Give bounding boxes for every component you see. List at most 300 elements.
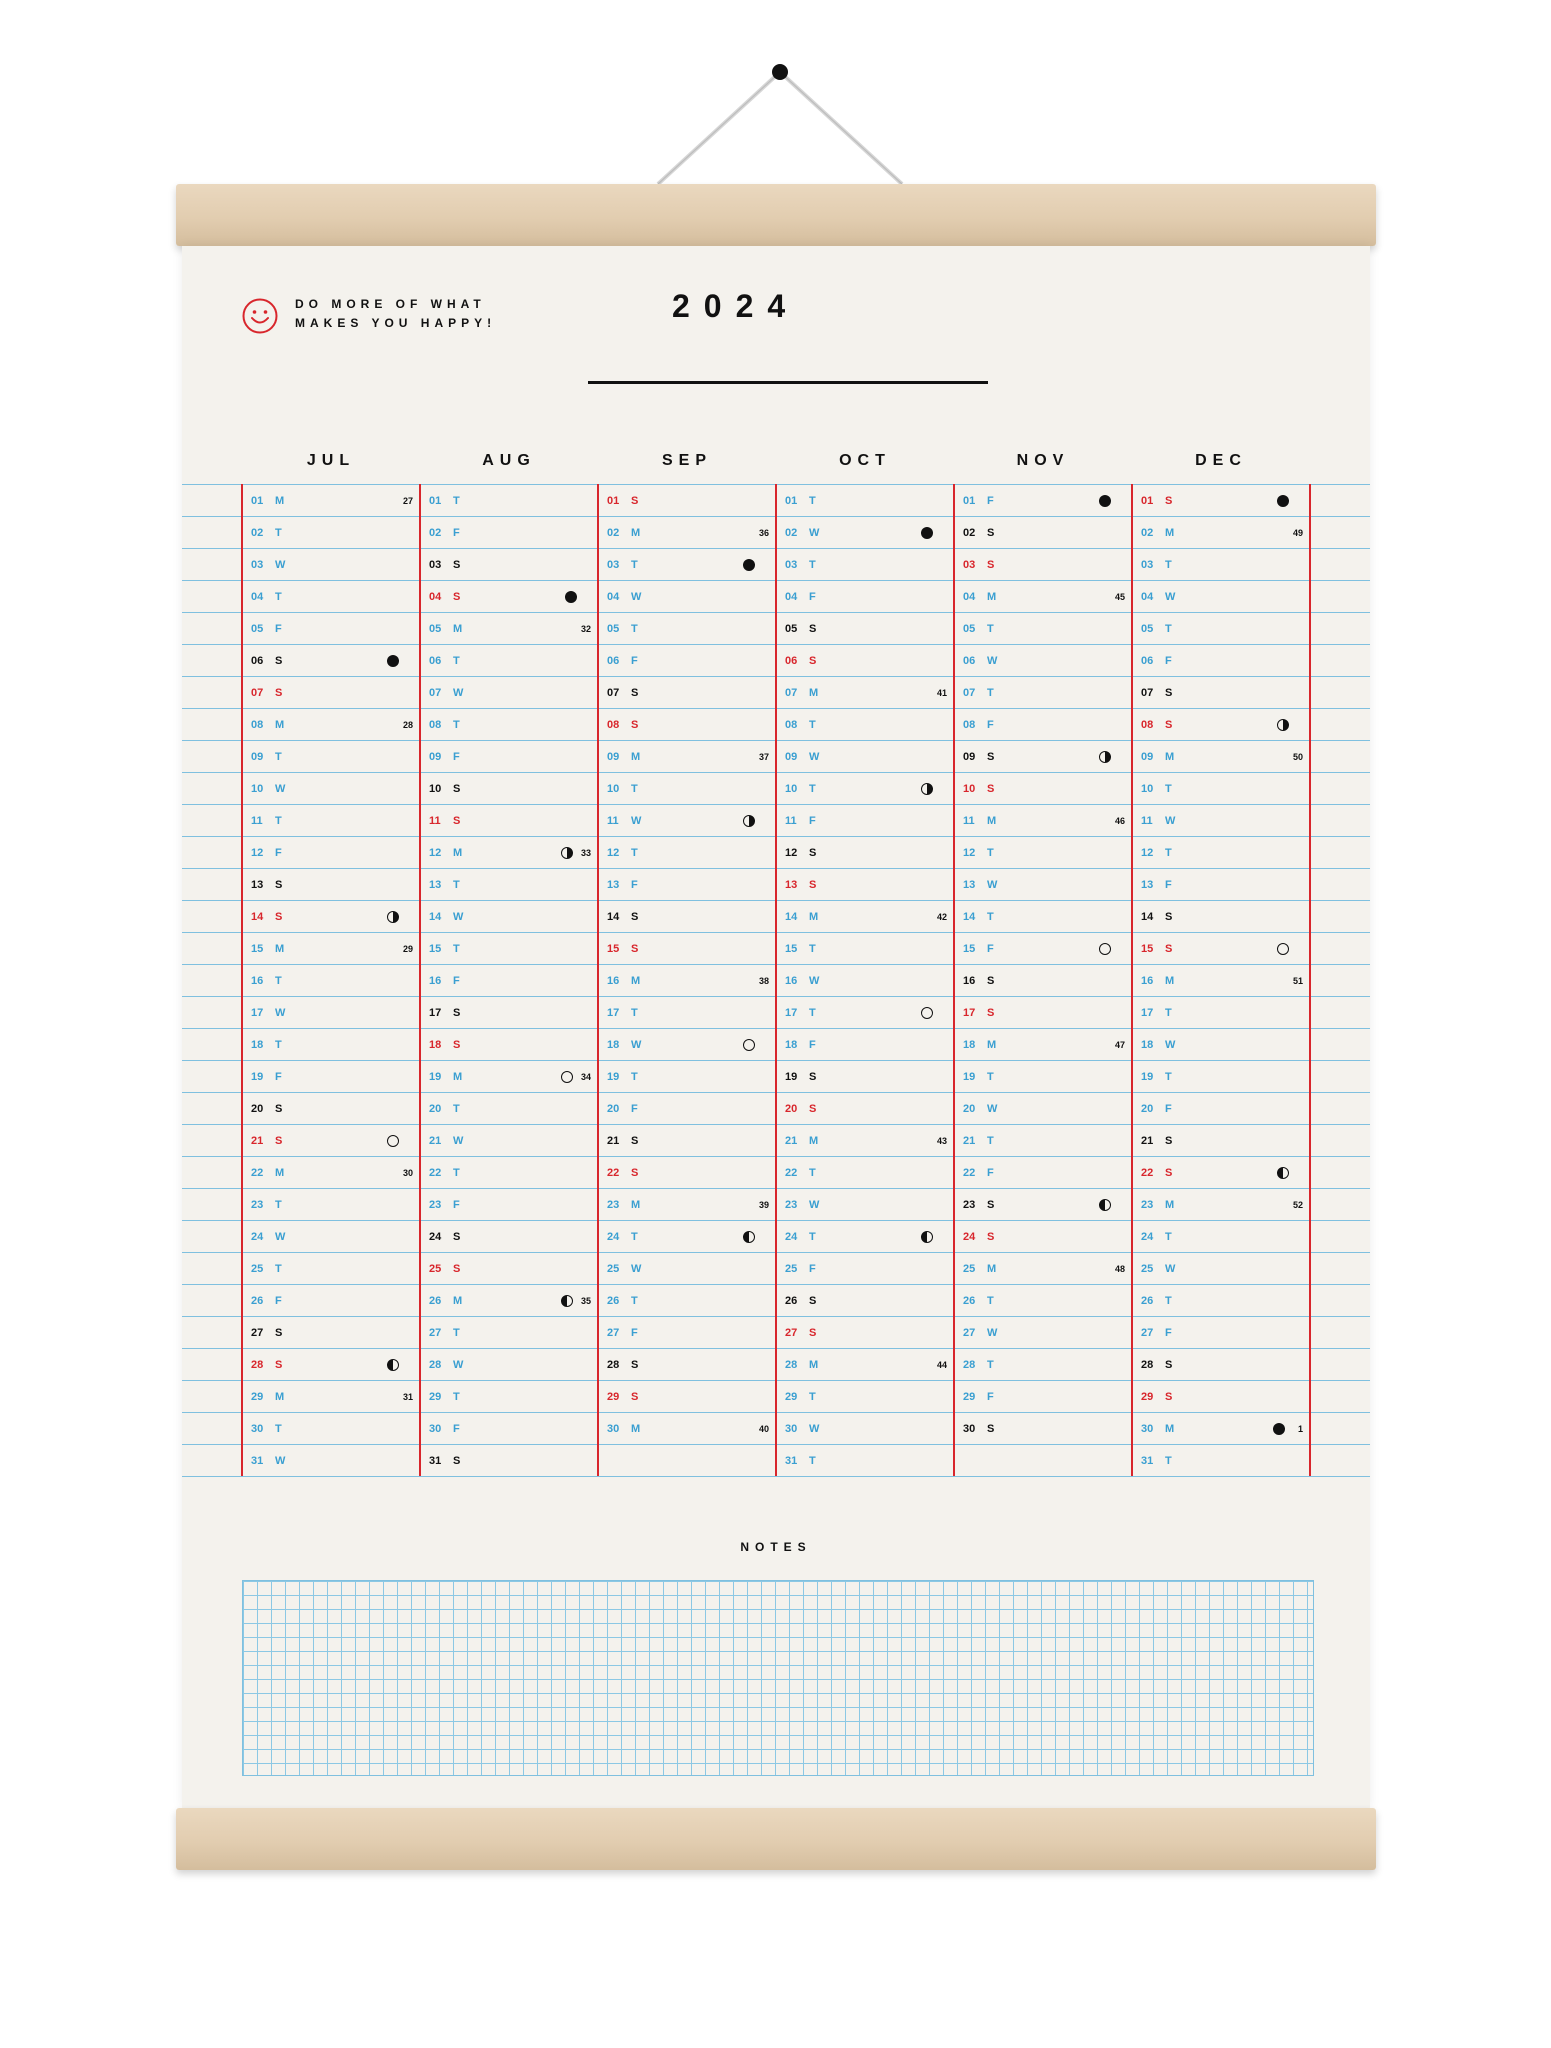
day-cell[interactable] [1133,1157,1309,1189]
day-cell[interactable] [599,997,775,1029]
day-cell[interactable] [955,709,1131,741]
weekday-letter: F [631,655,638,667]
day-cell[interactable] [421,837,597,869]
full-moon-icon [743,1039,755,1051]
new-moon-icon [1277,495,1289,507]
day-cell[interactable] [1133,1061,1309,1093]
day-cell[interactable] [421,1221,597,1253]
day-number: 19 [251,1071,264,1083]
day-number: 20 [785,1103,798,1115]
day-cell[interactable] [955,677,1131,709]
day-cell[interactable] [599,1285,775,1317]
day-cell[interactable] [599,741,775,773]
weekday-letter: S [987,1007,995,1019]
day-cell[interactable] [955,901,1131,933]
weekday-letter: T [453,495,460,507]
day-cell[interactable] [955,613,1131,645]
day-number: 17 [785,1007,798,1019]
day-cell[interactable] [599,1317,775,1349]
day-cell[interactable] [1133,1029,1309,1061]
day-number: 09 [785,751,798,763]
day-number: 26 [251,1295,264,1307]
day-number: 08 [251,719,264,731]
day-cell[interactable] [1133,1285,1309,1317]
weekday-letter: S [631,1391,639,1403]
day-cell[interactable] [777,997,953,1029]
day-cell[interactable] [599,1413,775,1445]
day-cell[interactable] [777,1189,953,1221]
day-number: 11 [607,815,619,827]
day-cell[interactable] [777,1381,953,1413]
weekday-letter: S [275,1327,283,1339]
day-cell[interactable] [1133,485,1309,517]
day-cell[interactable] [421,581,597,613]
day-number: 01 [607,495,620,507]
day-number: 21 [251,1135,264,1147]
day-number: 15 [607,943,620,955]
day-cell[interactable] [955,997,1131,1029]
day-cell[interactable] [955,485,1131,517]
day-cell[interactable] [243,1125,419,1157]
day-cell[interactable] [777,1445,953,1477]
day-cell[interactable] [955,1093,1131,1125]
day-cell[interactable] [955,581,1131,613]
day-cell[interactable] [421,1349,597,1381]
day-cell[interactable] [421,741,597,773]
day-cell[interactable] [1133,1381,1309,1413]
day-cell[interactable] [777,837,953,869]
day-number: 18 [785,1039,798,1051]
day-cell[interactable] [777,869,953,901]
day-cell[interactable] [421,485,597,517]
day-cell[interactable] [421,1381,597,1413]
day-number: 07 [429,687,442,699]
day-cell[interactable] [777,1413,953,1445]
day-cell[interactable] [955,773,1131,805]
day-cell[interactable] [955,517,1131,549]
weekday-letter: M [453,847,463,859]
calendar-poster [182,246,1370,1808]
day-number: 12 [963,847,976,859]
weekday-letter: W [809,975,820,987]
day-cell[interactable] [1133,645,1309,677]
day-number: 16 [785,975,798,987]
day-number: 16 [1141,975,1154,987]
weekday-letter: T [987,1071,994,1083]
motto-line-2: MAKES YOU HAPPY! [295,316,497,330]
last-quarter-moon-icon [1099,1199,1111,1211]
day-cell[interactable] [1133,549,1309,581]
weekday-letter: W [631,591,642,603]
day-number: 04 [429,591,442,603]
day-number: 08 [785,719,798,731]
day-cell[interactable] [243,965,419,997]
first-quarter-moon-icon [1277,719,1289,731]
day-cell[interactable] [421,773,597,805]
day-cell[interactable] [243,1093,419,1125]
day-number: 10 [1141,783,1154,795]
day-cell[interactable] [955,1349,1131,1381]
day-cell[interactable] [777,1029,953,1061]
week-number: 42 [936,912,947,922]
full-moon-icon [1277,943,1289,955]
day-cell[interactable] [1133,581,1309,613]
day-number: 07 [607,687,620,699]
day-cell[interactable] [421,1093,597,1125]
day-cell[interactable] [421,549,597,581]
day-cell[interactable] [1133,613,1309,645]
day-cell[interactable] [1133,933,1309,965]
month-name-nov: NOV [1016,452,1070,469]
day-cell[interactable] [243,901,419,933]
day-cell[interactable] [421,677,597,709]
day-number: 11 [963,815,975,827]
day-cell[interactable] [599,613,775,645]
day-cell[interactable] [243,1061,419,1093]
day-cell[interactable] [777,1317,953,1349]
day-cell[interactable] [421,805,597,837]
day-cell[interactable] [955,837,1131,869]
day-cell[interactable] [1133,1125,1309,1157]
day-cell[interactable] [955,1157,1131,1189]
day-number: 05 [1141,623,1154,635]
day-cell[interactable] [955,805,1131,837]
weekday-letter: M [453,623,463,635]
weekday-letter: M [987,815,997,827]
day-cell[interactable] [777,645,953,677]
day-number: 15 [963,943,976,955]
weekday-letter: S [1165,943,1173,955]
bottom-wooden-rail [176,1808,1376,1870]
day-cell[interactable] [777,549,953,581]
smiley-face-icon [242,298,278,334]
weekday-letter: T [987,1295,994,1307]
weekday-letter: S [987,1231,995,1243]
weekday-letter: M [631,751,641,763]
day-cell[interactable] [243,1221,419,1253]
day-cell[interactable] [599,933,775,965]
day-cell[interactable] [243,1317,419,1349]
weekday-letter: F [631,879,638,891]
day-cell[interactable] [243,1029,419,1061]
day-cell[interactable] [243,1189,419,1221]
day-cell[interactable] [421,1253,597,1285]
day-cell[interactable] [421,613,597,645]
notes-grid[interactable] [242,1580,1314,1776]
day-number: 03 [1141,559,1154,571]
weekday-letter: W [1165,591,1176,603]
weekday-letter: S [275,1135,283,1147]
day-number: 24 [1141,1231,1154,1243]
day-number: 13 [251,879,264,891]
weekday-letter: S [809,1071,817,1083]
day-cell[interactable] [777,709,953,741]
week-number: 35 [580,1296,591,1306]
day-cell[interactable] [243,741,419,773]
day-cell[interactable] [1133,901,1309,933]
day-number: 19 [963,1071,976,1083]
weekday-letter: S [987,527,995,539]
week-number: 52 [1292,1200,1303,1210]
day-cell[interactable] [777,773,953,805]
day-cell[interactable] [421,1125,597,1157]
day-cell[interactable] [955,1189,1131,1221]
day-cell[interactable] [955,1253,1131,1285]
day-number: 14 [429,911,442,923]
day-cell[interactable] [421,1445,597,1477]
day-number: 29 [1141,1391,1154,1403]
day-cell[interactable] [1133,965,1309,997]
day-number: 28 [429,1359,442,1371]
weekday-letter: S [809,623,817,635]
day-cell[interactable] [1133,709,1309,741]
day-cell[interactable] [599,581,775,613]
day-cell[interactable] [421,517,597,549]
day-cell[interactable] [599,1221,775,1253]
day-cell[interactable] [777,1349,953,1381]
day-cell[interactable] [243,677,419,709]
day-cell[interactable] [599,645,775,677]
weekday-letter: W [453,687,464,699]
day-cell[interactable] [777,1285,953,1317]
day-cell[interactable] [777,741,953,773]
day-number: 21 [607,1135,620,1147]
day-cell[interactable] [421,997,597,1029]
day-cell[interactable] [599,1189,775,1221]
day-cell[interactable] [777,1093,953,1125]
day-number: 18 [1141,1039,1154,1051]
weekday-letter: M [275,943,285,955]
day-cell[interactable] [1133,517,1309,549]
day-cell[interactable] [243,1253,419,1285]
day-cell[interactable] [243,1157,419,1189]
weekday-letter: W [275,783,286,795]
day-cell[interactable] [777,965,953,997]
day-cell[interactable] [243,1349,419,1381]
day-number: 22 [607,1167,620,1179]
day-cell[interactable] [599,1029,775,1061]
day-cell[interactable] [777,901,953,933]
day-cell[interactable] [599,709,775,741]
day-cell[interactable] [1133,741,1309,773]
day-cell[interactable] [243,997,419,1029]
day-cell[interactable] [243,933,419,965]
day-cell[interactable] [599,677,775,709]
week-number: 32 [580,624,591,634]
day-cell[interactable] [421,1317,597,1349]
day-cell[interactable] [777,1125,953,1157]
day-cell[interactable] [421,965,597,997]
day-cell[interactable] [421,869,597,901]
day-cell[interactable] [955,1413,1131,1445]
day-cell[interactable] [1133,677,1309,709]
weekday-letter: M [987,1263,997,1275]
day-cell[interactable] [1133,1413,1309,1445]
day-cell[interactable] [599,1349,775,1381]
day-cell[interactable] [243,581,419,613]
day-cell[interactable] [955,1317,1131,1349]
day-number: 09 [429,751,442,763]
day-number: 16 [429,975,442,987]
day-cell[interactable] [1133,1349,1309,1381]
first-quarter-moon-icon [921,783,933,795]
day-cell[interactable] [243,709,419,741]
day-cell[interactable] [955,549,1131,581]
last-quarter-moon-icon [921,1231,933,1243]
week-number: 28 [402,720,413,730]
day-cell[interactable] [777,1157,953,1189]
day-cell[interactable] [599,1093,775,1125]
day-cell[interactable] [243,517,419,549]
day-cell[interactable] [599,773,775,805]
day-cell[interactable] [777,677,953,709]
day-cell[interactable] [955,1061,1131,1093]
day-cell[interactable] [1133,869,1309,901]
weekday-letter: S [1165,495,1173,507]
day-cell[interactable] [955,1125,1131,1157]
day-number: 27 [251,1327,264,1339]
weekday-letter: T [631,623,638,635]
weekday-letter: W [275,559,286,571]
day-cell[interactable] [1133,1189,1309,1221]
day-cell[interactable] [777,933,953,965]
day-cell[interactable] [777,1221,953,1253]
day-cell[interactable] [421,645,597,677]
day-number: 08 [429,719,442,731]
weekday-letter: T [453,943,460,955]
day-cell[interactable] [1133,1221,1309,1253]
day-number: 20 [251,1103,264,1115]
weekday-letter: T [809,1391,816,1403]
day-cell[interactable] [955,645,1131,677]
day-cell[interactable] [777,613,953,645]
day-cell[interactable] [599,869,775,901]
day-cell[interactable] [599,965,775,997]
day-number: 30 [1141,1423,1154,1435]
day-cell[interactable] [1133,997,1309,1029]
day-cell[interactable] [243,485,419,517]
day-cell[interactable] [599,1381,775,1413]
day-cell[interactable] [243,1445,419,1477]
day-cell[interactable] [599,1125,775,1157]
day-cell[interactable] [421,901,597,933]
day-cell[interactable] [243,1413,419,1445]
day-cell[interactable] [421,1029,597,1061]
day-cell[interactable] [1133,1253,1309,1285]
day-cell[interactable] [243,1285,419,1317]
weekday-letter: T [275,751,282,763]
day-cell[interactable] [243,645,419,677]
day-cell[interactable] [243,869,419,901]
day-cell[interactable] [1133,805,1309,837]
month-name-jul: JUL [306,452,356,469]
day-cell[interactable] [421,1285,597,1317]
day-cell[interactable] [243,1381,419,1413]
day-cell[interactable] [243,549,419,581]
day-number: 18 [607,1039,620,1051]
day-number: 30 [251,1423,264,1435]
day-number: 17 [251,1007,264,1019]
weekday-letter: S [631,719,639,731]
day-cell[interactable] [421,1157,597,1189]
weekday-letter: S [1165,1135,1173,1147]
day-cell[interactable] [955,965,1131,997]
day-cell[interactable] [955,1029,1131,1061]
day-cell[interactable] [1133,773,1309,805]
last-quarter-moon-icon [561,1295,573,1307]
day-cell[interactable] [777,805,953,837]
day-cell[interactable] [777,485,953,517]
weekday-letter: S [453,1007,461,1019]
day-cell[interactable] [421,709,597,741]
weekday-letter: T [809,1007,816,1019]
day-cell[interactable] [599,805,775,837]
new-moon-icon [1273,1423,1285,1435]
weekday-letter: W [809,1423,820,1435]
day-number: 26 [607,1295,620,1307]
day-cell[interactable] [1133,1093,1309,1125]
day-cell[interactable] [599,549,775,581]
day-cell[interactable] [1133,1317,1309,1349]
weekday-letter: S [453,1231,461,1243]
weekday-letter: T [1165,847,1172,859]
day-cell[interactable] [1133,1445,1309,1477]
day-cell[interactable] [599,1253,775,1285]
day-cell[interactable] [599,1157,775,1189]
day-cell[interactable] [599,1061,775,1093]
day-cell[interactable] [421,1061,597,1093]
day-number: 18 [251,1039,264,1051]
day-number: 21 [1141,1135,1154,1147]
day-cell[interactable] [599,901,775,933]
day-cell[interactable] [599,517,775,549]
day-cell[interactable] [955,1221,1131,1253]
week-number: 37 [758,752,769,762]
day-number: 17 [607,1007,620,1019]
day-cell[interactable] [955,1381,1131,1413]
day-cell[interactable] [955,1285,1131,1317]
day-number: 06 [785,655,798,667]
day-cell[interactable] [421,933,597,965]
day-cell[interactable] [421,1413,597,1445]
weekday-letter: W [275,1231,286,1243]
weekday-letter: T [1165,783,1172,795]
day-cell[interactable] [243,613,419,645]
day-cell[interactable] [243,805,419,837]
day-cell[interactable] [243,837,419,869]
day-cell[interactable] [777,517,953,549]
day-cell[interactable] [599,837,775,869]
day-cell[interactable] [777,581,953,613]
day-cell[interactable] [421,1189,597,1221]
day-number: 20 [607,1103,620,1115]
day-number: 27 [1141,1327,1154,1339]
day-cell[interactable] [1133,837,1309,869]
day-cell[interactable] [777,1061,953,1093]
day-cell[interactable] [243,773,419,805]
day-cell[interactable] [599,485,775,517]
day-number: 04 [963,591,976,603]
weekday-letter: W [987,879,998,891]
weekday-letter: T [453,655,460,667]
day-cell[interactable] [955,933,1131,965]
day-cell[interactable] [955,869,1131,901]
day-number: 13 [607,879,620,891]
day-cell[interactable] [955,741,1131,773]
day-cell[interactable] [777,1253,953,1285]
day-number: 01 [785,495,798,507]
day-number: 09 [251,751,264,763]
